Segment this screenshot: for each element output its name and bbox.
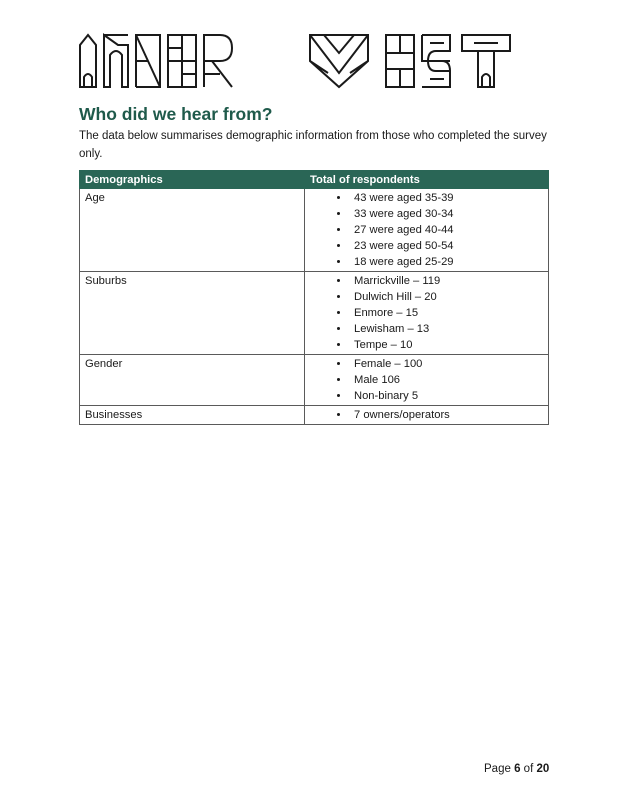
table-header-row [80, 171, 549, 189]
list-item: • 18 were aged 25-29 [350, 254, 543, 270]
list-item: • Tempe – 10 [350, 337, 543, 353]
list-item: • Dulwich Hill – 20 [350, 289, 543, 305]
current-page: 6 [514, 763, 521, 775]
list-item: • Lewisham – 13 [350, 321, 543, 337]
values-cell [305, 272, 549, 355]
table-row [80, 406, 549, 425]
category-cell: Gender [80, 355, 305, 406]
list-item: • Non-binary 5 [350, 388, 543, 404]
values-cell [305, 189, 549, 272]
column-header-total: Total of respondents [305, 171, 549, 189]
total-pages: 20 [536, 763, 550, 775]
values-cell [305, 406, 549, 425]
page-word: Page [484, 763, 511, 775]
column-header-demographics: Demographics [80, 171, 305, 189]
values-cell [305, 355, 549, 406]
of-word: of [523, 763, 534, 775]
list-item: • 43 were aged 35-39 [350, 190, 543, 206]
list-item: • Enmore – 15 [350, 305, 543, 321]
category-cell: Age [80, 189, 305, 272]
list-item: • 27 were aged 40-44 [350, 222, 543, 238]
page-number [484, 763, 549, 775]
category-cell: Businesses [80, 406, 305, 425]
category-cell: Suburbs [80, 272, 305, 355]
list-item: • 33 were aged 30-34 [350, 206, 543, 222]
table-row [80, 272, 549, 355]
list-item: • 23 were aged 50-54 [350, 238, 543, 254]
section-heading: Who did we hear from? [79, 104, 273, 124]
intro-paragraph: The data below summarises demographic information from those who completed the survey only. [79, 130, 547, 160]
table-row [80, 355, 549, 406]
demographics-table [79, 170, 549, 425]
inner-west-logo [78, 33, 518, 89]
list-item: • Female – 100 [350, 356, 543, 372]
list-item: • Marrickville – 119 [350, 273, 543, 289]
list-item: • 7 owners/operators [350, 407, 543, 423]
list-item: • Male 106 [350, 372, 543, 388]
table-row [80, 189, 549, 272]
